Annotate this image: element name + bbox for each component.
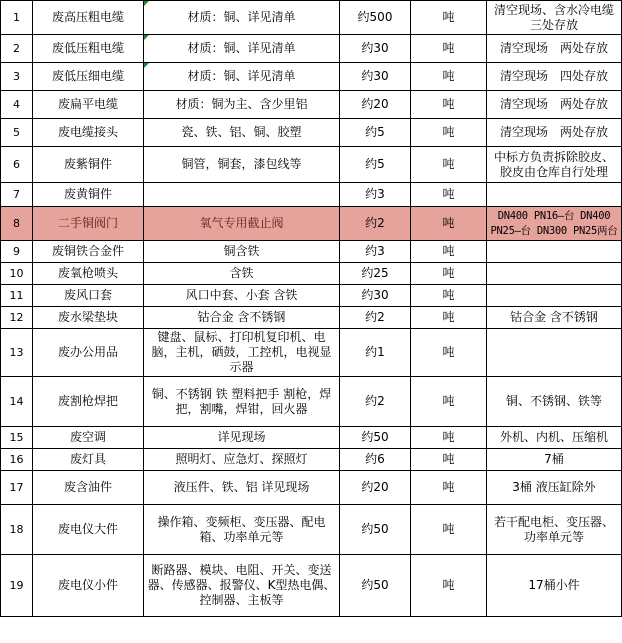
item-name[interactable]: 废空调 bbox=[33, 427, 144, 449]
item-name[interactable]: 废办公用品 bbox=[33, 329, 144, 377]
item-quantity[interactable]: 约50 bbox=[340, 555, 411, 617]
item-quantity[interactable]: 约50 bbox=[340, 505, 411, 555]
item-description[interactable] bbox=[144, 183, 340, 207]
item-note[interactable]: 外机、内机、压缩机 bbox=[487, 427, 622, 449]
table-row bbox=[1, 35, 622, 63]
item-name[interactable]: 废黄铜件 bbox=[33, 183, 144, 207]
item-name[interactable]: 废铜铁合金件 bbox=[33, 241, 144, 263]
table-row bbox=[1, 119, 622, 147]
item-description[interactable]: 含铁 bbox=[144, 263, 340, 285]
item-description[interactable]: 操作箱、变频柜、变压器、配电箱、功率单元等 bbox=[144, 505, 340, 555]
item-name[interactable]: 二手铜阀门 bbox=[33, 207, 144, 241]
item-quantity[interactable]: 约20 bbox=[340, 91, 411, 119]
item-name[interactable]: 废电仪小件 bbox=[33, 555, 144, 617]
row-number[interactable]: 8 bbox=[1, 207, 33, 241]
item-unit[interactable]: 吨 bbox=[411, 63, 487, 91]
row-number[interactable]: 14 bbox=[1, 377, 33, 427]
item-name[interactable]: 废水梁垫块 bbox=[33, 307, 144, 329]
item-unit[interactable]: 吨 bbox=[411, 207, 487, 241]
item-note[interactable]: 清空现场 两处存放 bbox=[487, 91, 622, 119]
item-description[interactable]: 材质：铜、详见清单 bbox=[144, 35, 340, 63]
table-row-selected bbox=[1, 207, 622, 241]
item-name[interactable]: 废电仪大件 bbox=[33, 505, 144, 555]
table-row bbox=[1, 449, 622, 471]
item-name[interactable]: 废高压粗电缆 bbox=[33, 1, 144, 35]
item-description[interactable]: 材质：铜、详见清单 bbox=[144, 63, 340, 91]
item-quantity[interactable]: 约30 bbox=[340, 63, 411, 91]
item-unit[interactable]: 吨 bbox=[411, 377, 487, 427]
item-note[interactable] bbox=[487, 329, 622, 377]
table-row bbox=[1, 147, 622, 183]
row-number[interactable]: 6 bbox=[1, 147, 33, 183]
item-quantity[interactable]: 约6 bbox=[340, 449, 411, 471]
item-note[interactable] bbox=[487, 263, 622, 285]
item-quantity[interactable]: 约2 bbox=[340, 377, 411, 427]
row-number[interactable]: 15 bbox=[1, 427, 33, 449]
table-row bbox=[1, 377, 622, 427]
item-unit[interactable]: 吨 bbox=[411, 147, 487, 183]
item-unit[interactable]: 吨 bbox=[411, 1, 487, 35]
item-description[interactable]: 材质：铜、详见清单 bbox=[144, 1, 340, 35]
item-unit[interactable]: 吨 bbox=[411, 183, 487, 207]
item-quantity[interactable]: 约25 bbox=[340, 263, 411, 285]
row-number[interactable]: 3 bbox=[1, 63, 33, 91]
table-row bbox=[1, 241, 622, 263]
item-note[interactable]: DN400 PN16—台 DN400 PN25—台 DN300 PN25两台 bbox=[487, 207, 622, 241]
item-name[interactable]: 废割枪焊把 bbox=[33, 377, 144, 427]
item-name[interactable]: 废风口套 bbox=[33, 285, 144, 307]
row-number[interactable]: 19 bbox=[1, 555, 33, 617]
item-unit[interactable]: 吨 bbox=[411, 505, 487, 555]
item-description[interactable]: 键盘、鼠标、打印机复印机、电脑，主机，硒鼓，工控机，电视显示器 bbox=[144, 329, 340, 377]
item-quantity[interactable]: 约2 bbox=[340, 307, 411, 329]
item-unit[interactable]: 吨 bbox=[411, 329, 487, 377]
row-number[interactable]: 4 bbox=[1, 91, 33, 119]
table-row bbox=[1, 91, 622, 119]
item-description[interactable]: 风口中套、小套 含铁 bbox=[144, 285, 340, 307]
row-number[interactable]: 5 bbox=[1, 119, 33, 147]
row-number[interactable]: 12 bbox=[1, 307, 33, 329]
row-number[interactable]: 1 bbox=[1, 1, 33, 35]
item-unit[interactable]: 吨 bbox=[411, 427, 487, 449]
item-note[interactable]: 17桶小件 bbox=[487, 555, 622, 617]
item-unit[interactable]: 吨 bbox=[411, 241, 487, 263]
table-row bbox=[1, 1, 622, 35]
item-description[interactable]: 详见现场 bbox=[144, 427, 340, 449]
item-quantity[interactable]: 约1 bbox=[340, 329, 411, 377]
table-row bbox=[1, 427, 622, 449]
item-unit[interactable]: 吨 bbox=[411, 307, 487, 329]
item-description[interactable]: 材质：铜为主、含少里铝 bbox=[144, 91, 340, 119]
item-quantity[interactable]: 约3 bbox=[340, 183, 411, 207]
item-description[interactable]: 瓷、铁、铝、铜、胶塑 bbox=[144, 119, 340, 147]
item-note[interactable] bbox=[487, 183, 622, 207]
item-name[interactable]: 废灯具 bbox=[33, 449, 144, 471]
item-description[interactable]: 铜、不锈钢 铁 塑料把手 割枪，焊把，割嘴，焊钳，回火器 bbox=[144, 377, 340, 427]
item-name[interactable]: 废扁平电缆 bbox=[33, 91, 144, 119]
item-unit[interactable]: 吨 bbox=[411, 449, 487, 471]
table-row bbox=[1, 183, 622, 207]
item-quantity[interactable]: 约5 bbox=[340, 119, 411, 147]
table-row bbox=[1, 505, 622, 555]
row-number[interactable]: 2 bbox=[1, 35, 33, 63]
item-description[interactable]: 铜含铁 bbox=[144, 241, 340, 263]
item-name[interactable]: 废氧枪喷头 bbox=[33, 263, 144, 285]
item-quantity[interactable]: 约30 bbox=[340, 285, 411, 307]
row-number[interactable]: 17 bbox=[1, 471, 33, 505]
item-description[interactable]: 氧气专用截止阀 bbox=[144, 207, 340, 241]
table-row bbox=[1, 285, 622, 307]
table-row bbox=[1, 307, 622, 329]
item-note[interactable]: 钴合金 含不锈钢 bbox=[487, 307, 622, 329]
item-quantity[interactable]: 约50 bbox=[340, 427, 411, 449]
row-number[interactable]: 9 bbox=[1, 241, 33, 263]
item-note[interactable]: 清空现场、含水冷电缆 三处存放 bbox=[487, 1, 622, 35]
item-quantity[interactable]: 约5 bbox=[340, 147, 411, 183]
item-description[interactable]: 断路器、模块、电阻、开关、变送器、传感器、报警仪、K型热电偶、控制器、主板等 bbox=[144, 555, 340, 617]
item-description[interactable]: 液压件、铁、铝 详见现场 bbox=[144, 471, 340, 505]
item-name[interactable]: 废低压细电缆 bbox=[33, 63, 144, 91]
item-note[interactable]: 若干配电柜、变压器、功率单元等 bbox=[487, 505, 622, 555]
item-description[interactable]: 铜管，铜套，漆包线等 bbox=[144, 147, 340, 183]
table-row bbox=[1, 329, 622, 377]
item-note[interactable]: 铜、不锈钢、铁等 bbox=[487, 377, 622, 427]
table-row bbox=[1, 471, 622, 505]
item-note[interactable] bbox=[487, 241, 622, 263]
item-unit[interactable]: 吨 bbox=[411, 119, 487, 147]
row-number[interactable]: 16 bbox=[1, 449, 33, 471]
item-unit[interactable]: 吨 bbox=[411, 285, 487, 307]
item-unit[interactable]: 吨 bbox=[411, 263, 487, 285]
row-number[interactable]: 18 bbox=[1, 505, 33, 555]
table-row bbox=[1, 555, 622, 617]
item-unit[interactable]: 吨 bbox=[411, 91, 487, 119]
row-number[interactable]: 10 bbox=[1, 263, 33, 285]
item-description[interactable]: 照明灯、应急灯、探照灯 bbox=[144, 449, 340, 471]
row-number[interactable]: 7 bbox=[1, 183, 33, 207]
item-name[interactable]: 废含油件 bbox=[33, 471, 144, 505]
item-note[interactable]: 清空现场 两处存放 bbox=[487, 35, 622, 63]
item-name[interactable]: 废紫铜件 bbox=[33, 147, 144, 183]
item-unit[interactable]: 吨 bbox=[411, 35, 487, 63]
item-quantity[interactable]: 约3 bbox=[340, 241, 411, 263]
item-quantity[interactable]: 约20 bbox=[340, 471, 411, 505]
item-note[interactable]: 7桶 bbox=[487, 449, 622, 471]
item-note[interactable]: 3桶 液压缸除外 bbox=[487, 471, 622, 505]
table-row bbox=[1, 63, 622, 91]
item-name[interactable]: 废电缆接头 bbox=[33, 119, 144, 147]
item-unit[interactable]: 吨 bbox=[411, 555, 487, 617]
item-note[interactable]: 清空现场 四处存放 bbox=[487, 63, 622, 91]
item-unit[interactable]: 吨 bbox=[411, 471, 487, 505]
item-quantity[interactable]: 约30 bbox=[340, 35, 411, 63]
item-quantity[interactable]: 约500 bbox=[340, 1, 411, 35]
table-row bbox=[1, 263, 622, 285]
row-number[interactable]: 13 bbox=[1, 329, 33, 377]
item-description[interactable]: 钴合金 含不锈钢 bbox=[144, 307, 340, 329]
item-name[interactable]: 废低压粗电缆 bbox=[33, 35, 144, 63]
item-note[interactable] bbox=[487, 285, 622, 307]
item-quantity[interactable]: 约2 bbox=[340, 207, 411, 241]
item-note[interactable]: 清空现场 两处存放 bbox=[487, 119, 622, 147]
row-number[interactable]: 11 bbox=[1, 285, 33, 307]
item-note[interactable]: 中标方负责拆除胶皮、胶皮由仓库自行处理 bbox=[487, 147, 622, 183]
